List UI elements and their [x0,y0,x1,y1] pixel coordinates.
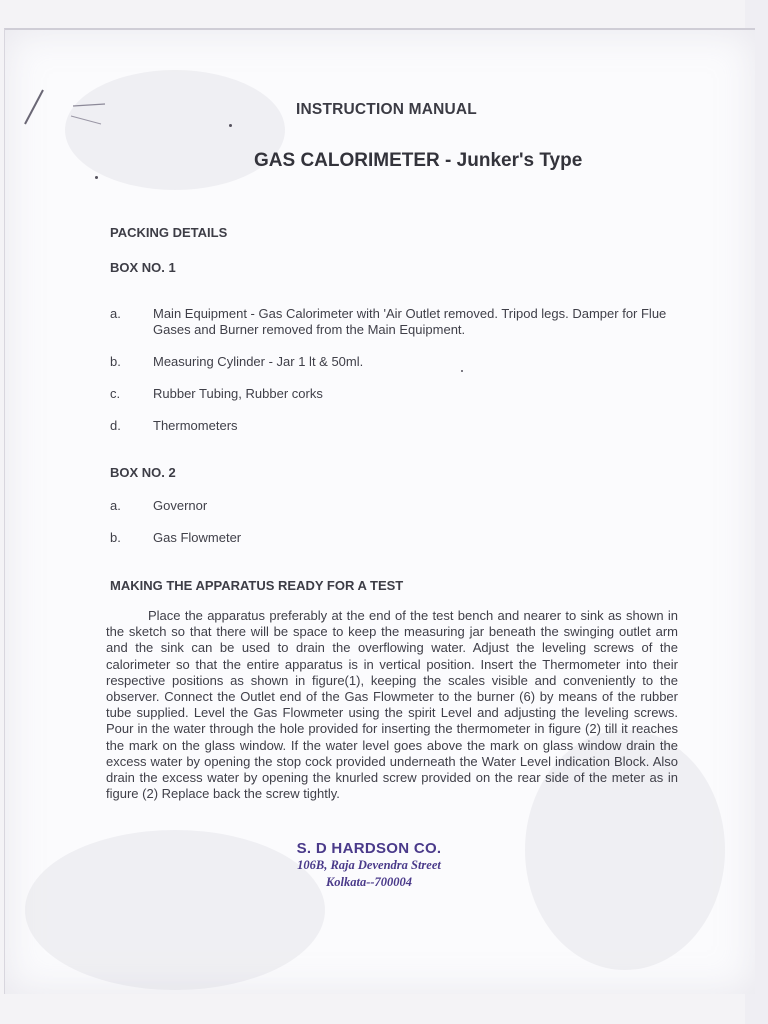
packing-details-heading: PACKING DETAILS [110,225,228,240]
scan-mark [23,80,113,140]
item-letter: c. [110,386,121,401]
product-title: GAS CALORIMETER - Junker's Type [254,150,583,171]
box2-heading: BOX NO. 2 [110,465,176,480]
stamp-company-name: S. D HARDSON CO. [296,840,442,857]
item-text: Thermometers [153,418,238,433]
item-letter: d. [110,418,121,433]
item-letter: a. [110,306,121,321]
item-letter: b. [110,354,121,369]
section-paragraph: Place the apparatus preferably at the end of the test bench and nearer to sink as shown in the sketch so that there will be space to keep the measuring jar beneath the swinging outlet arm and the sink can be used to drain the overflowing water. Adjust the leveling screws of the calorimeter so that the entire apparatus is in vertical position. Insert the Thermometer into their respective positions as shown in figure(1), keeping the scales visible and conveniently to the observer. Connect the Outlet end of the Gas Flowmeter to the burner (6) by means of the rubber tube supplied. Level the Gas Flowmeter using the spirit Level and adjusting the leveling screws. Pour in the water through the hole provided for inserting the thermometer in figure (2) till it reaches the mark on the glass window. If the water level goes above the mark on glass window drain the excess water by opening the stop cock provided underneath the Water Level indication Block. Also drain the excess water by opening the knurled screw provided on the rear side of the meter as in figure (2) Replace back the screw tightly. [106,608,678,802]
box1-heading: BOX NO. 1 [110,260,176,275]
section-heading: MAKING THE APPARATUS READY FOR A TEST [110,578,404,593]
item-text: Rubber Tubing, Rubber corks [153,386,323,401]
item-letter: a. [110,498,121,513]
item-text: Measuring Cylinder - Jar 1 lt & 50ml. [153,354,364,369]
item-text: Main Equipment - Gas Calorimeter with 'Air Outlet removed. Tripod legs. Damper for Flue Gases and Burner removed from the Main Equipment. [153,306,667,337]
item-text: Gas Flowmeter [153,530,242,545]
manual-title: INSTRUCTION MANUAL [296,101,477,118]
company-stamp [284,840,454,891]
item-text: Governor [153,498,208,513]
stamp-city: Kolkata--700004 [325,875,413,889]
item-letter: b. [110,530,121,545]
stamp-address: 106B, Raja Devendra Street [297,858,441,872]
